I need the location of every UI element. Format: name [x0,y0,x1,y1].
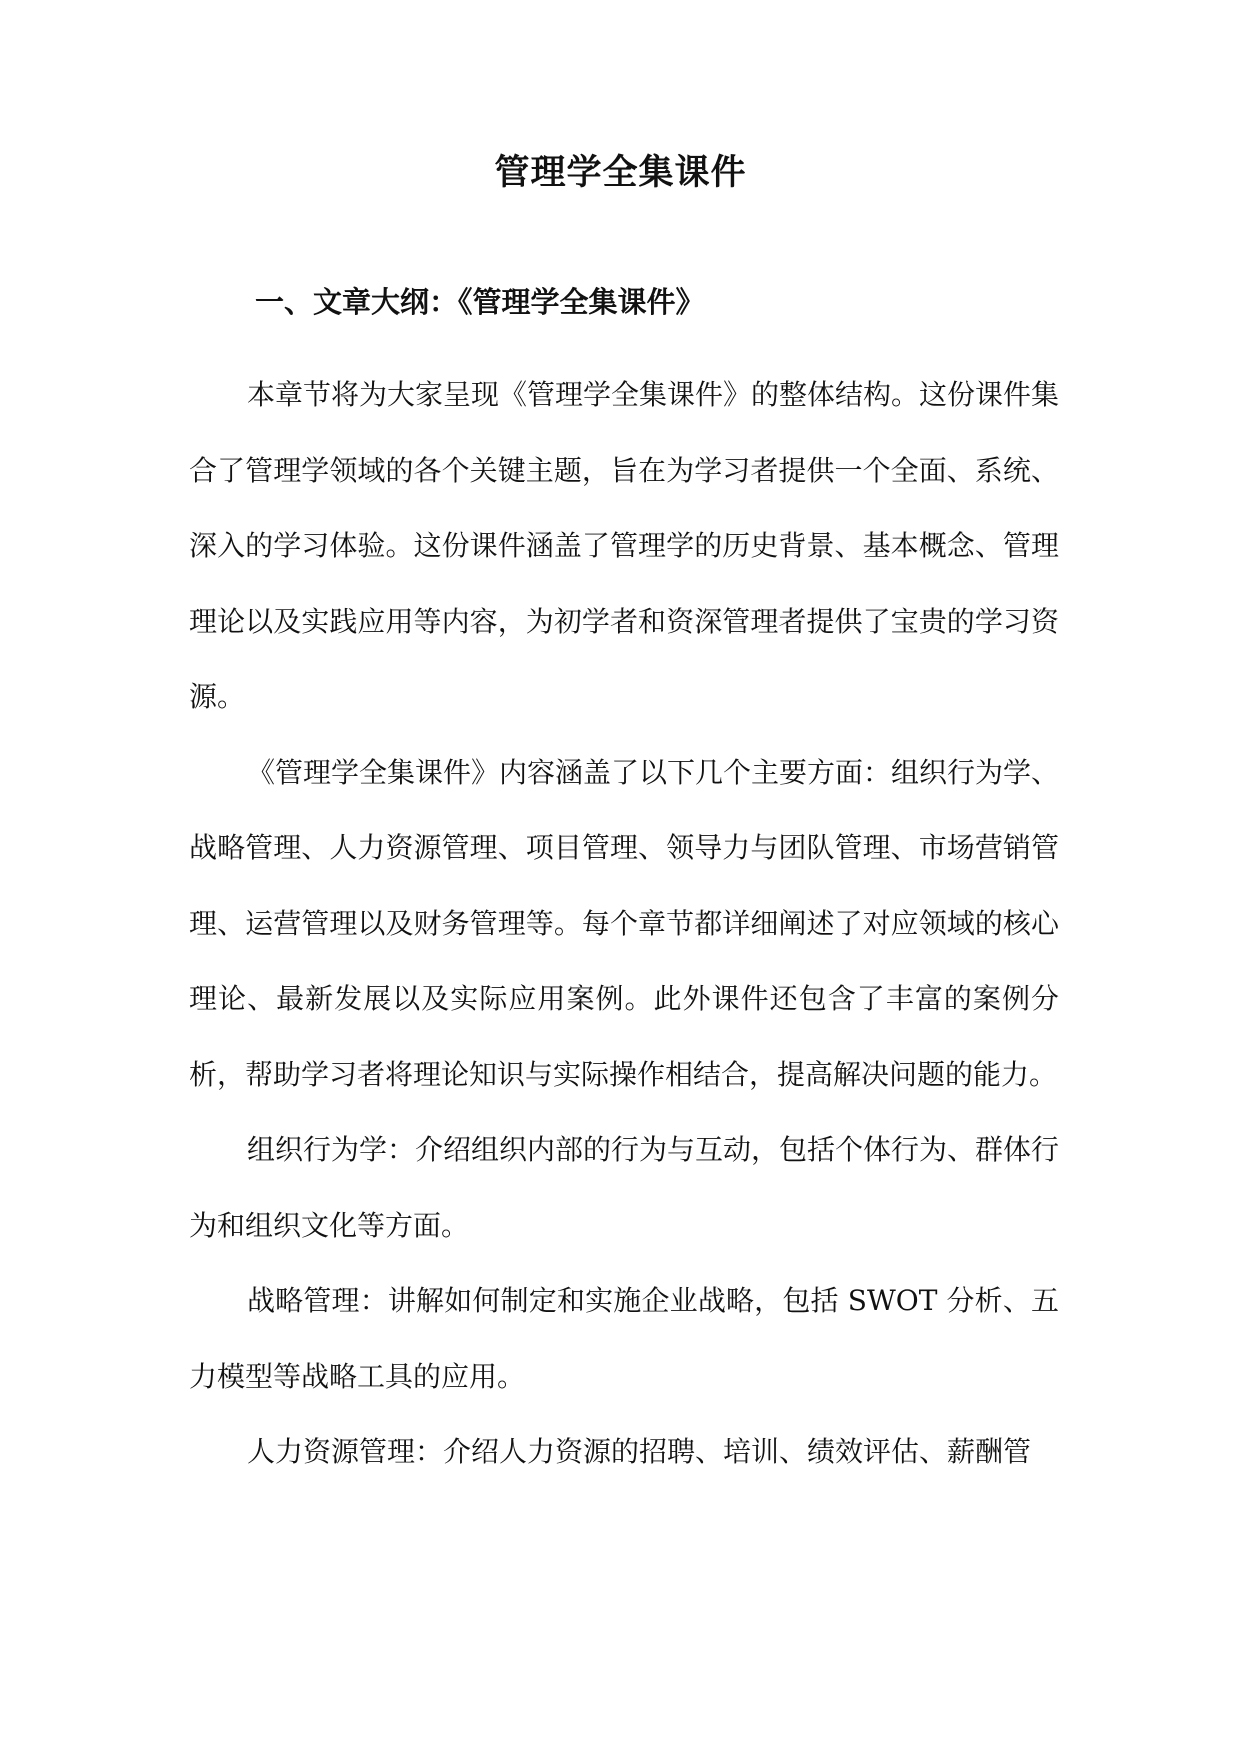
paragraph-intro: 本章节将为大家呈现《管理学全集课件》的整体结构。这份课件集合了管理学领域的各个关键主题，旨在为学习者提供一个全面、系统、深入的学习体验。这份课件涵盖了管理学的历史背景、基本概念、管理理论以及实践应用等内容，为初学者和资深管理者提供了宝贵的学习资源。 [189,378,1060,713]
paragraph-strategic-management: 战略管理：讲解如何制定和实施企业战略，包括 SWOT 分析、五力模型等战略工具的应用。 [189,1284,1059,1393]
body-text [189,357,1059,1490]
paragraph-contents: 《管理学全集课件》内容涵盖了以下几个主要方面：组织行为学、战略管理、人力资源管理、项目管理、领导力与团队管理、市场营销管理、运营管理以及财务管理等。每个章节都详细阐述了对应领域的核心理论、最新发展以及实际应用案例。此外课件还包含了丰富的案例分析，帮助学习者将理论知识与实际操作相结合，提高解决问题的能力。 [189,755,1060,1091]
paragraph-organizational-behavior: 组织行为学：介绍组织内部的行为与互动，包括个体行为、群体行为和组织文化等方面。 [189,1133,1060,1242]
document-title: 管理学全集课件 [494,153,747,193]
paragraph-human-resources: 人力资源管理：介绍人力资源的招聘、培训、绩效评估、薪酬管 [247,1435,1032,1468]
section-heading: 一、文章大纲：《管理学全集课件》 [255,285,705,319]
